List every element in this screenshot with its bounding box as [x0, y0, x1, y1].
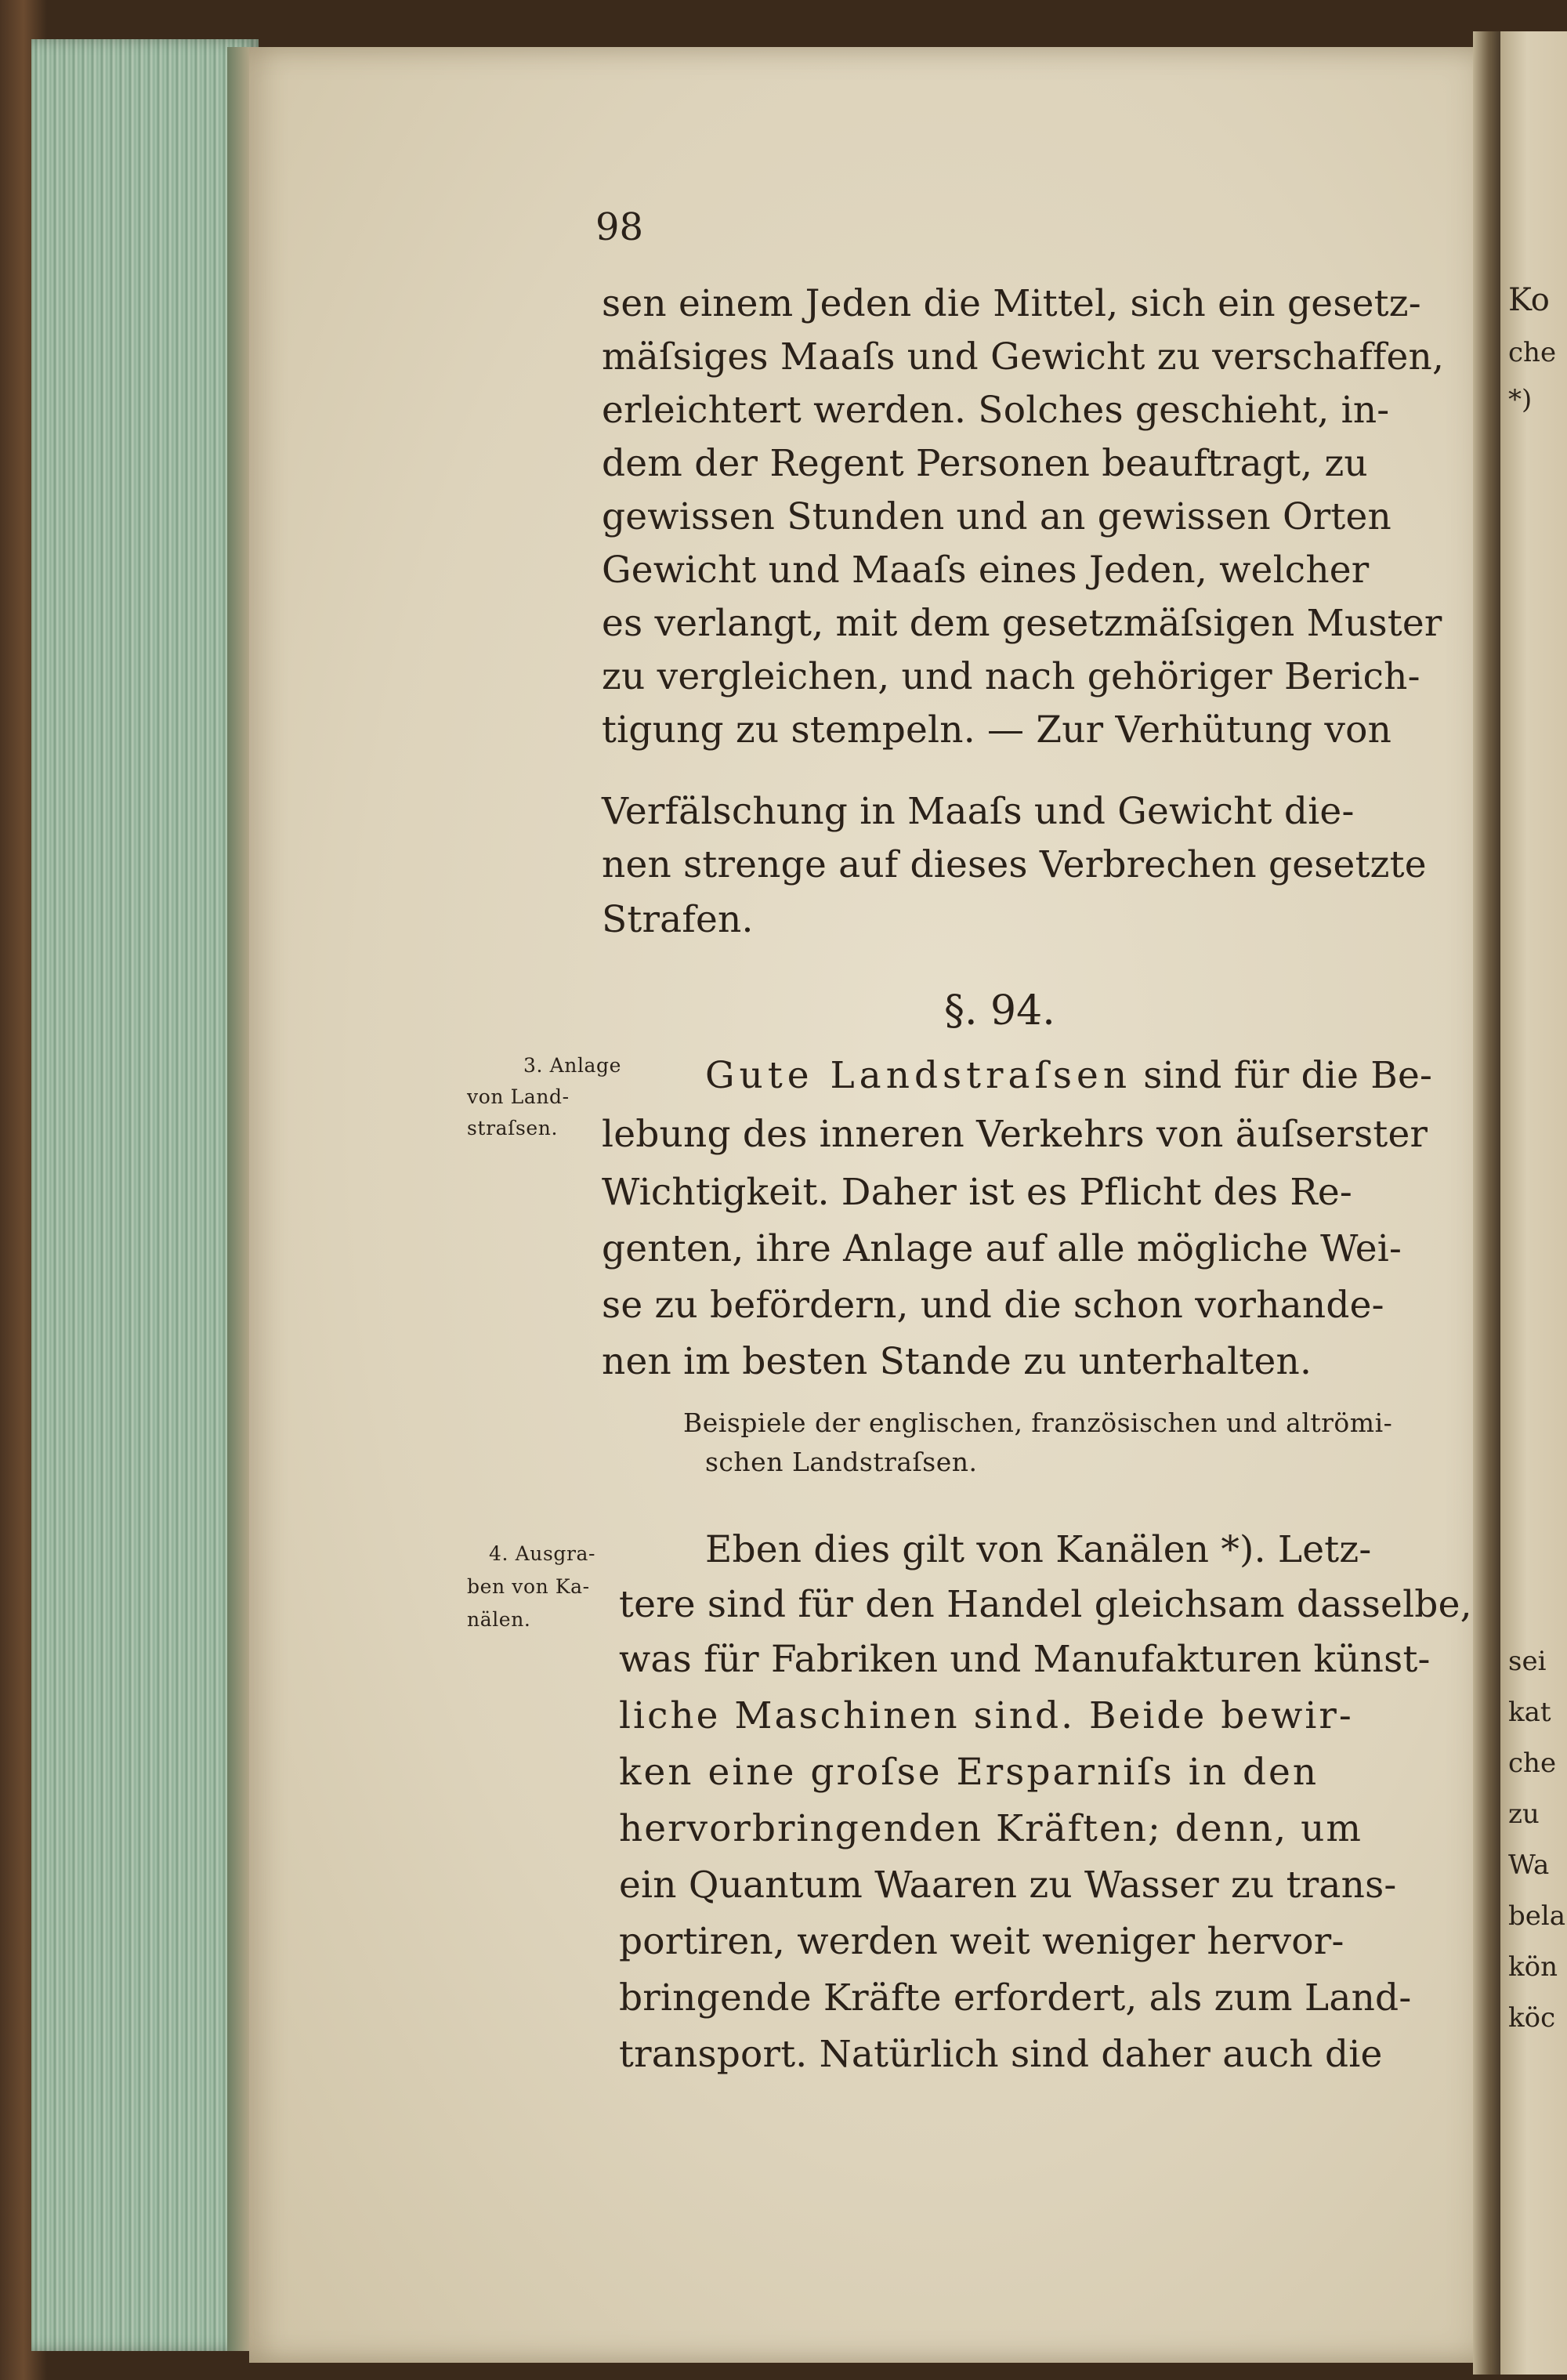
body-line: Verfälschung in Maaſs und Gewicht die- — [602, 790, 1355, 833]
page-edge-shadow — [227, 47, 251, 2351]
margin-note-line: 4. Ausgra- — [489, 1542, 596, 1565]
margin-note-line: 3. Anlage — [523, 1054, 622, 1077]
next-page-line: zu — [1508, 1799, 1540, 1830]
next-page-line: Ko — [1508, 282, 1550, 318]
note-line: schen Landstraſsen. — [705, 1447, 978, 1477]
body-line: mäſsiges Maaſs und Gewicht zu verschaffen, — [602, 335, 1445, 379]
body-line: lebung des inneren Verkehrs von äuſserster — [602, 1113, 1428, 1156]
page-number: 98 — [595, 205, 644, 249]
body-line: hervorbringenden Kräften; denn, um — [619, 1807, 1363, 1850]
body-line: gewissen Stunden und an gewissen Orten — [602, 495, 1391, 538]
page-edges — [31, 39, 259, 2351]
book-gutter — [1473, 31, 1504, 2375]
body-line: ken eine groſse Ersparniſs in den — [619, 1751, 1319, 1794]
body-line: sen einem Jeden die Mittel, sich ein gesetz- — [602, 282, 1421, 325]
body-line: liche Maschinen sind. Beide bewir- — [619, 1694, 1354, 1737]
body-line: Wichtigkeit. Daher ist es Pflicht des Re- — [602, 1171, 1352, 1214]
body-line: tigung zu stempeln. — Zur Verhütung von — [602, 708, 1392, 752]
body-text: sind für die Be- — [1131, 1054, 1433, 1097]
next-page-line: köc — [1508, 2002, 1556, 2034]
body-line: erleichtert werden. Solches geschieht, in- — [602, 389, 1390, 432]
body-line: genten, ihre Anlage auf alle mögliche Wei- — [602, 1227, 1402, 1270]
emphasis-text: Gute Landstraſsen — [705, 1054, 1132, 1097]
next-page-line: che — [1508, 1748, 1557, 1779]
body-line: ein Quantum Waaren zu Wasser zu trans- — [619, 1864, 1397, 1907]
body-line: es verlangt, mit dem gesetzmäſsigen Muster — [602, 602, 1442, 645]
body-line: Eben dies gilt von Kanälen *). Letz- — [705, 1528, 1372, 1571]
next-page-line: *) — [1508, 384, 1533, 415]
margin-note-line: ben von Ka- — [467, 1575, 590, 1598]
body-line: Strafen. — [602, 898, 754, 941]
body-line: bringende Kräfte erfordert, als zum Land- — [619, 1976, 1412, 2020]
body-line: dem der Regent Personen beauftragt, zu — [602, 442, 1368, 485]
body-line: nen im besten Stande zu unterhalten. — [602, 1340, 1312, 1383]
body-line: zu vergleichen, und nach gehöriger Berich- — [602, 655, 1420, 698]
next-page-strip — [1500, 31, 1567, 2375]
body-line: Gewicht und Maaſs eines Jeden, welcher — [602, 549, 1370, 592]
body-line: portiren, werden weit weniger hervor- — [619, 1920, 1344, 1963]
next-page-line: che — [1508, 337, 1557, 368]
body-line: se zu befördern, und die schon vorhande- — [602, 1284, 1384, 1327]
body-line: transport. Natürlich sind daher auch die — [619, 2033, 1383, 2076]
body-line — [705, 1054, 1432, 1097]
next-page-line: bela — [1508, 1900, 1566, 1932]
margin-note-line: straſsen. — [467, 1117, 559, 1139]
body-line: was für Fabriken und Manufakturen künst- — [619, 1638, 1431, 1681]
body-line: nen strenge auf dieses Verbrechen gesetzte — [602, 843, 1427, 886]
margin-note-line: nälen. — [467, 1608, 531, 1631]
next-page-line: kat — [1508, 1697, 1551, 1728]
next-page-line: Wa — [1508, 1849, 1550, 1881]
next-page-line: sei — [1508, 1646, 1547, 1677]
body-line: tere sind für den Handel gleichsam dasselbe, — [619, 1583, 1472, 1626]
margin-note-line: von Land- — [467, 1085, 570, 1108]
next-page-line: kön — [1508, 1951, 1558, 1983]
section-title: §. 94. — [944, 987, 1055, 1034]
note-line: Beispiele der englischen, französischen und altrömi- — [683, 1407, 1393, 1438]
